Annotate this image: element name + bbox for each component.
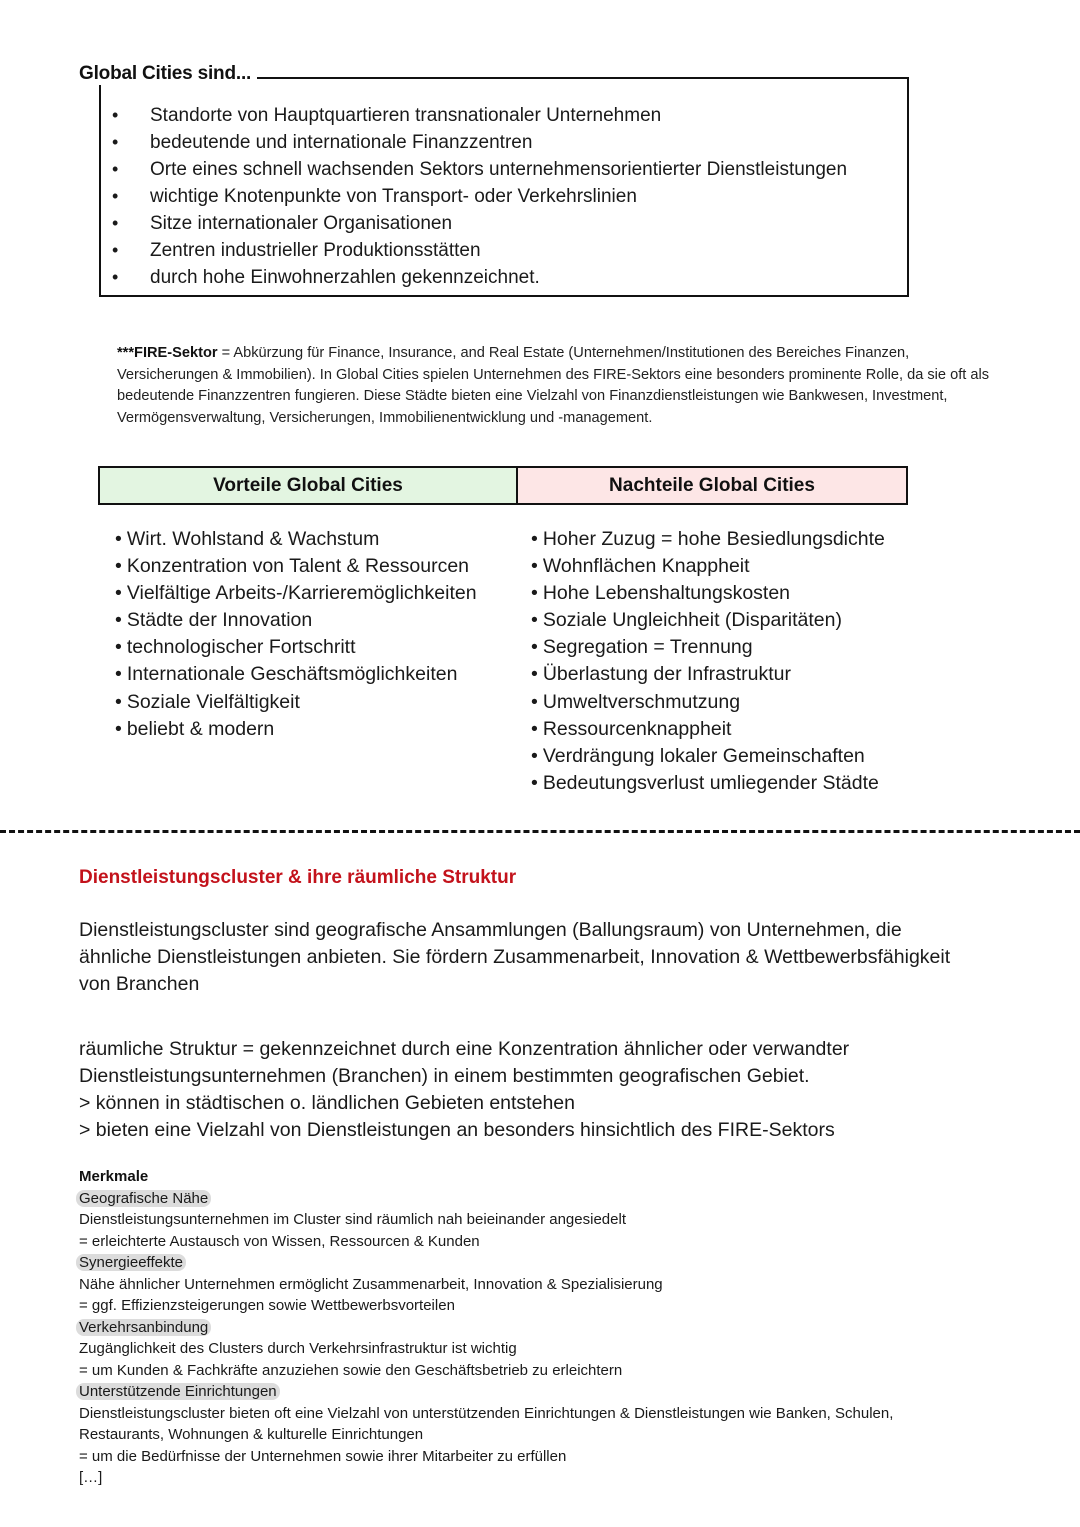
list-item: • wichtige Knotenpunkte von Transport- oder Verkehrslinien: [112, 183, 847, 210]
bullet-icon: •: [112, 186, 119, 206]
features-section: Merkmale Geografische Nähe Dienstleistungsunternehmen im Cluster sind räumlich nah beieinander angesiedelt = erleichterte Austausch von Wissen, Ressourcen & Kunden Synergieeffekte Nähe ähnlicher Unternehmen ermöglicht Zusammenarbeit, Innovation & Spezialisierung = ggf. Effizienzsteigerungen sowie Wettbewerbsvorteilen Verkehrsanbindung Zugänglichkeit des Clusters durch Verkehrsinfrastruktur ist wichtig = um Kunden & Fachkräfte anzuziehen sowie den Geschäftsbetrieb zu erleichtern Unterstützende Einrichtungen Dienstleistungscluster bieten oft eine Vielzahl von unterstützenden Einrichtungen & Dienstleistungen wie Banken, Schulen, Restaurants, Wohnungen & kulturelle Einrichtungen = um die Bedürfnisse der Unternehmen sowie ihrer Mitarbeiter zu erfüllen […]: [79, 1166, 1039, 1489]
list-item: • Ressourcenknappheit: [531, 717, 732, 740]
list-item: • Wirt. Wohlstand & Wachstum: [115, 528, 380, 550]
bullet-icon: •: [531, 663, 538, 686]
bullet-icon: •: [531, 528, 538, 550]
bullet-icon: •: [112, 132, 119, 152]
list-item: • Verdrängung lokaler Gemeinschaften: [531, 744, 865, 767]
list-item: • Konzentration von Talent & Ressourcen: [115, 555, 470, 578]
list-item: • Orte eines schnell wachsenden Sektors unternehmensorientierter Dienstleistungen: [112, 156, 847, 183]
list-item: • Internationale Geschäftsmöglichkeiten: [115, 663, 458, 686]
section-title: Dienstleistungscluster & ihre räumliche Struktur: [79, 867, 517, 888]
bullet-icon: •: [531, 582, 538, 605]
bullet-icon: •: [115, 690, 122, 713]
list-item: • durch hohe Einwohnerzahlen gekennzeichnet.: [112, 264, 847, 291]
features-heading: Merkmale: [79, 1168, 149, 1185]
cons-list: [531, 526, 885, 797]
bullet-icon: •: [115, 528, 122, 550]
list-item: • Soziale Ungleichheit (Disparitäten): [531, 609, 842, 632]
bullet-icon: •: [531, 771, 538, 794]
bullet-icon: •: [115, 717, 122, 740]
list-item: • Standorte von Hauptquartieren transnationaler Unternehmen: [112, 102, 847, 129]
list-item: • Städte der Innovation: [115, 609, 313, 632]
spatial-structure: räumliche Struktur = gekennzeichnet durch eine Konzentration ähnlicher oder verwandter Dienstleistungsunternehmen (Branchen) in einem bestimmten geografischen Gebiet. > können in städtischen o. ländlichen Gebieten entstehen > bieten eine Vielzahl von Dienstleistungen an besonders hinsichtlich des FIRE-Sektors: [79, 1038, 850, 1141]
bullet-icon: •: [531, 744, 538, 767]
bullet-icon: •: [531, 717, 538, 740]
bullet-icon: •: [531, 609, 538, 632]
list-item: • Zentren industrieller Produktionsstätten: [112, 237, 847, 264]
list-item: • Hoher Zuzug = hohe Besiedlungsdichte: [531, 528, 885, 550]
feature-name: Verkehrsanbindung: [76, 1319, 211, 1336]
feature-name: Geografische Nähe: [76, 1190, 211, 1207]
cluster-intro: Dienstleistungscluster sind geografische Ansammlungen (Ballungsraum) von Unternehmen, die ähnliche Dienstleistungen anbieten. Sie fördern Zusammenarbeit, Innovation & Wettbewerbsfähigkeit von Branchen: [79, 919, 951, 995]
fire-term: ***FIRE-Sektor: [117, 345, 218, 361]
list-item: • technologischer Fortschritt: [115, 636, 356, 659]
bullet-icon: •: [112, 213, 119, 233]
list-item: • bedeutende und internationale Finanzzentren: [112, 129, 847, 156]
bullet-icon: •: [112, 105, 119, 125]
list-item: • Wohnflächen Knappheit: [531, 555, 750, 578]
fire-sector-note: [117, 343, 997, 429]
bullet-icon: •: [531, 690, 538, 713]
list-item: • Überlastung der Infrastruktur: [531, 663, 792, 686]
list-item: • Soziale Vielfältigkeit: [115, 690, 300, 713]
feature-name: Synergieeffekte: [76, 1254, 186, 1271]
list-item: • Bedeutungsverlust umliegender Städte: [531, 771, 879, 794]
feature-name: Unterstützende Einrichtungen: [76, 1383, 280, 1400]
cons-header: Nachteile Global Cities: [518, 468, 906, 503]
bullet-icon: •: [115, 582, 122, 605]
list-item: • Sitze internationaler Organisationen: [112, 210, 847, 237]
bullet-icon: •: [112, 240, 119, 260]
bullet-icon: •: [115, 663, 122, 686]
list-item: • Segregation = Trennung: [531, 636, 753, 659]
list-item: • Vielfältige Arbeits-/Karrieremöglichkeiten: [115, 582, 477, 605]
list-item: • Hohe Lebenshaltungskosten: [531, 582, 791, 605]
bullet-icon: •: [531, 555, 538, 578]
pros-cons-header: [98, 466, 908, 505]
bullet-icon: •: [112, 267, 119, 287]
bullet-icon: •: [115, 555, 122, 578]
ellipsis: […]: [79, 1469, 103, 1486]
dashed-divider: [0, 830, 1080, 833]
pros-header: Vorteile Global Cities: [100, 468, 518, 503]
bullet-icon: •: [115, 636, 122, 659]
bullet-icon: •: [531, 636, 538, 659]
fire-definition: = Abkürzung für Finance, Insurance, and Real Estate (Unternehmen/Institutionen des Bereiches Finanzen, Versicherungen & Immobilien). In Global Cities spielen Unternehmen des FIRE-Sektors eine besonders prominente Rolle, da sie oft als bedeutende Finanzzentren fungieren. Diese Städte bieten eine Vielzahl von Finanzdienstleistungen wie Bankwesen, Investment, Vermögensverwaltung, Versicherungen, Immobilienentwicklung und -management.: [117, 345, 990, 426]
global-cities-title: Global Cities sind...: [79, 63, 257, 85]
global-cities-list: [112, 102, 847, 291]
list-item: • beliebt & modern: [115, 717, 275, 740]
list-item: • Umweltverschmutzung: [531, 690, 741, 713]
pros-list: [115, 526, 477, 743]
bullet-icon: •: [115, 609, 122, 632]
bullet-icon: •: [112, 159, 119, 179]
